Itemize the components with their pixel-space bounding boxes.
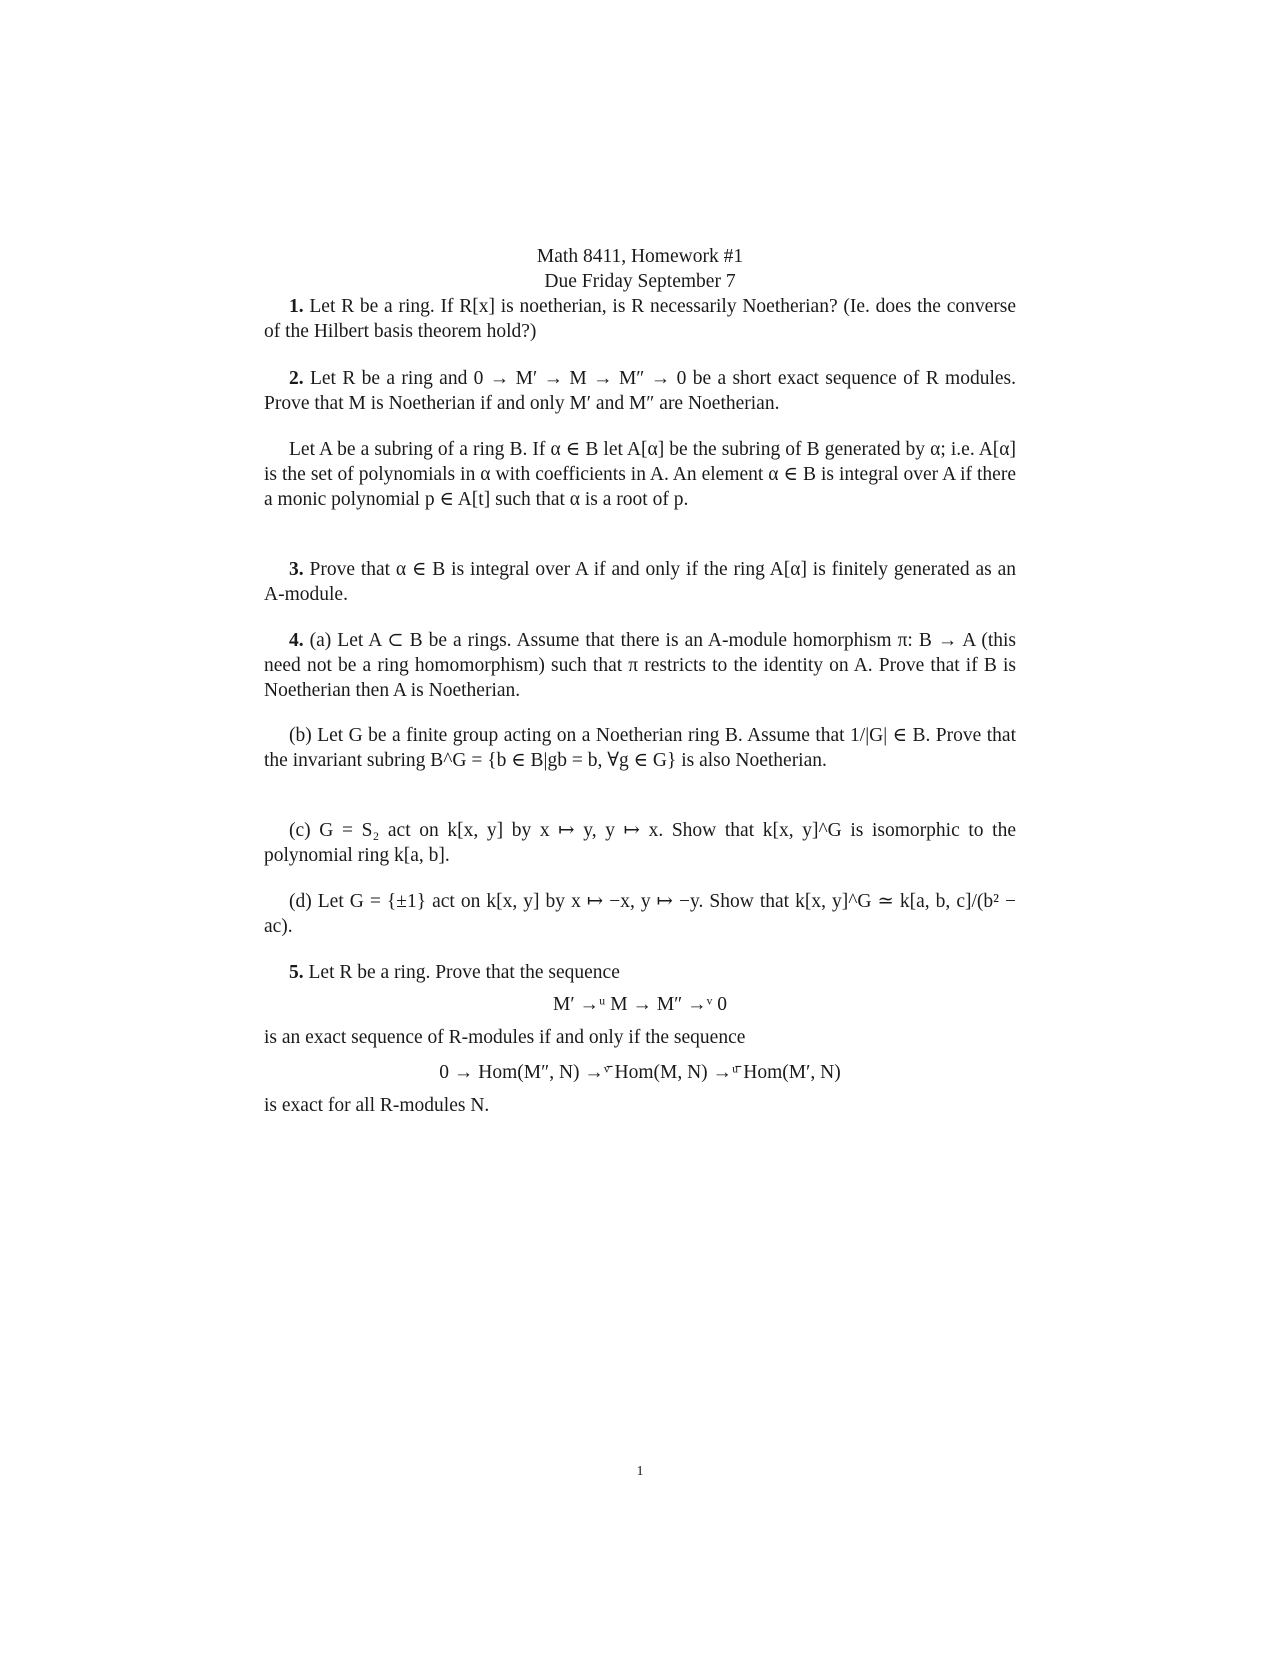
problem-text: Let R be a ring and 0 → M′ → M → M″ → 0 be a short exact sequence of R modules. Prove that M is Noetherian if and only M′ and M″ are Noetherian. [264, 368, 1016, 414]
problem-1 [264, 294, 1016, 344]
display-equation-2: 0 → Hom(M″, N) →ᵛ̄ Hom(M, N) →ᵘ̄ Hom(M′, N) [439, 1062, 841, 1083]
problem-text: Prove that α ∈ B is integral over A if and only if the ring A[α] is finitely generated as an A-module. [264, 559, 1016, 605]
problem-3 [264, 557, 1016, 607]
problem-number: 2. [289, 368, 304, 389]
display-equation-1: M′ →ᵘ M → M″ →ᵛ 0 [552, 994, 728, 1015]
final-text: is exact for all R-modules N. [264, 1095, 490, 1116]
problem-number: 3. [289, 559, 304, 580]
problem-number: 1. [289, 296, 304, 317]
problem-4a [264, 628, 1016, 703]
problem-text: (a) Let A ⊂ B be a rings. Assume that there is an A-module homorphism π: B → A (this need not be a ring homomorphism) such that π restricts to the identity on A. Prove that if B is Noetherian then A is Noetherian. [264, 630, 1016, 701]
definition-paragraph [264, 437, 1016, 512]
problem-text: Let R be a ring. If R[x] is noetherian, is R necessarily Noetherian? (Ie. does the converse of the Hilbert basis theorem hold?) [264, 296, 1017, 342]
problem-4b [264, 723, 1016, 773]
header [264, 244, 1016, 294]
problem-text: (d) Let G = {±1} act on k[x, y] by x ↦ −x, y ↦ −y. Show that k[x, y]^G ≃ k[a, b, c]/(b² − ac). [264, 891, 1016, 937]
paragraph-text: Let A be a subring of a ring B. If α ∈ B let A[α] be the subring of B generated by α; i.e. A[α] is the set of polynomials in α with coefficients in A. An element α ∈ B is integral over A if there a monic polynomial p ∈ A[t] such that α is a root of p. [264, 439, 1016, 510]
problem-number: 5. [289, 962, 304, 983]
page-number: 1 [636, 1464, 644, 1479]
problem-text: Let R be a ring. Prove that the sequence [308, 962, 620, 983]
problem-text: (b) Let G be a finite group acting on a Noetherian ring B. Assume that 1/|G| ∈ B. Prove that the invariant subring B^G = {b ∈ B|gb = b, ∀g ∈ G} is also Noetherian. [264, 725, 1016, 771]
problem-text: (c) G = S₂ act on k[x, y] by x ↦ y, y ↦ x. Show that k[x, y]^G is isomorphic to the polynomial ring k[a, b]. [264, 820, 1016, 866]
problem-4c [264, 818, 1016, 868]
problem-number: 4. [289, 630, 304, 651]
problem-4d [264, 889, 1016, 939]
problem-2 [264, 366, 1016, 416]
document-title: Math 8411, Homework #1 [536, 246, 744, 267]
middle-text: is an exact sequence of R-modules if and only if the sequence [264, 1027, 746, 1048]
problem-5 [264, 960, 1016, 985]
due-date: Due Friday September 7 [544, 271, 736, 292]
